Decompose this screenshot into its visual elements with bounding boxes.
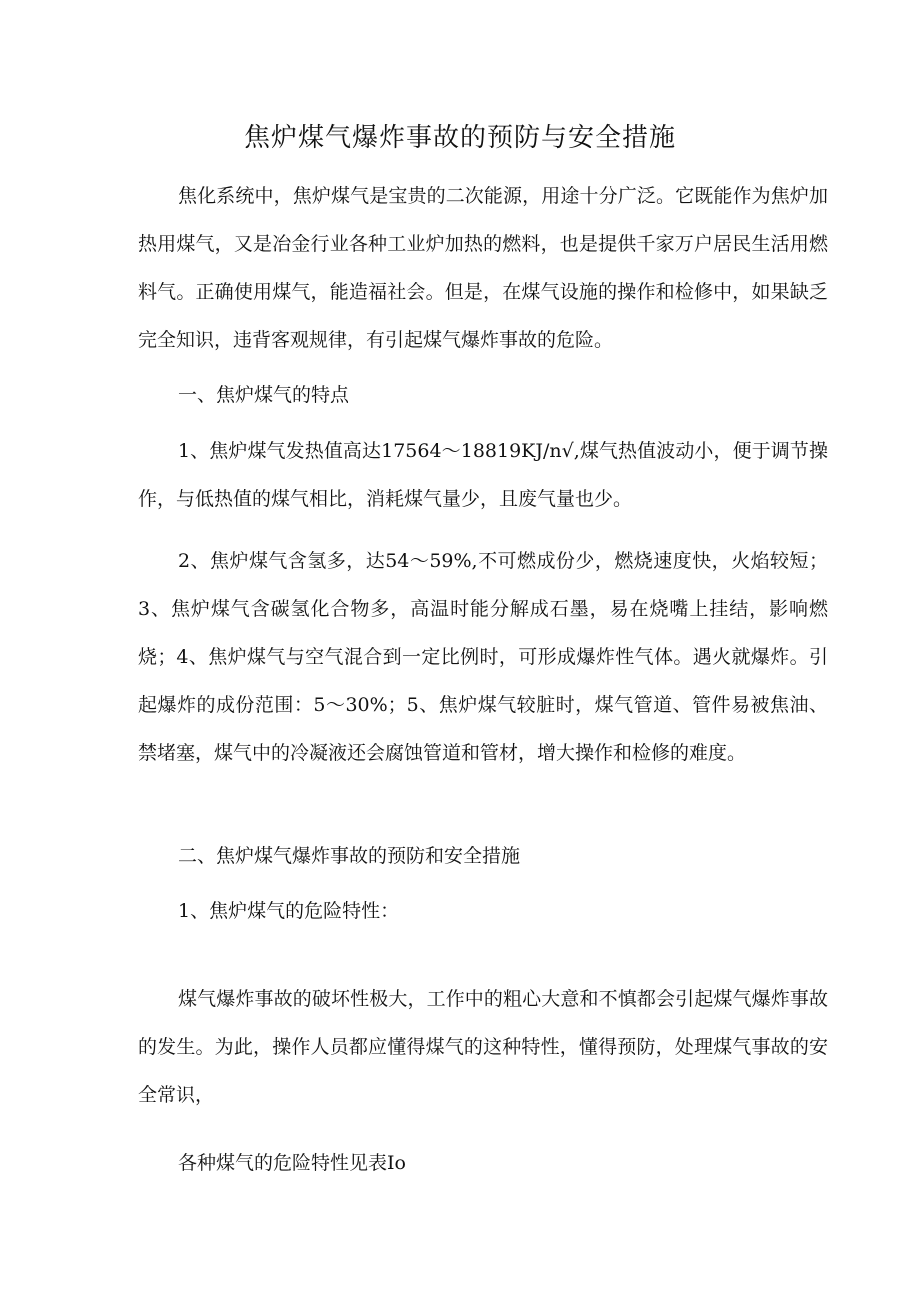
subsection-1-heading: 1、焦炉煤气的危险特性： (178, 900, 400, 922)
section-2-heading: 二、焦炉煤气爆炸事故的预防和安全措施 (178, 845, 521, 867)
table-reference: 各种煤气的危险特性见表Io (178, 1152, 406, 1174)
intro-paragraph: 焦化系统中，焦炉煤气是宝贵的二次能源，用途十分广泛。它既能作为焦炉加热用煤气，又是冶金行业各种工业炉加热的燃料，也是提供千家万户居民生活用燃料气。正确使用煤气，能造福社会。但是，在煤气设施的操作和检修中，如果缺乏完全知识，违背客观规律，有引起煤气爆炸事故的危险。 (138, 185, 828, 351)
points-2-to-5-paragraph: 2、焦炉煤气含氢多，达54～59%,不可燃成份少，燃烧速度快，火焰较短；3、焦炉煤气含碳氢化合物多，高温时能分解成石墨，易在烧嘴上挂结，影响燃烧；4、焦炉煤气与空气混合到一定比例时，可形成爆炸性气体。遇火就爆炸。引起爆炸的成份范围：5～30%；5、焦炉煤气较脏时，煤气管道、管件易被焦油、禁堵塞，煤气中的冷凝液还会腐蚀管道和管材，增大操作和检修的难度。 (138, 550, 828, 764)
section-1-heading: 一、焦炉煤气的特点 (178, 384, 350, 406)
danger-paragraph: 煤气爆炸事故的破坏性极大，工作中的粗心大意和不慎都会引起煤气爆炸事故的发生。为此，操作人员都应懂得煤气的这种特性，懂得预防，处理煤气事故的安全常识， (138, 988, 828, 1106)
point-1-paragraph: 1、焦炉煤气发热值高达17564～18819KJ/n√,煤气热值波动小，便于调节操作，与低热值的煤气相比，消耗煤气量少，且废气量也少。 (138, 440, 828, 510)
document-title: 焦炉煤气爆炸事故的预防与安全措施 (243, 123, 676, 153)
